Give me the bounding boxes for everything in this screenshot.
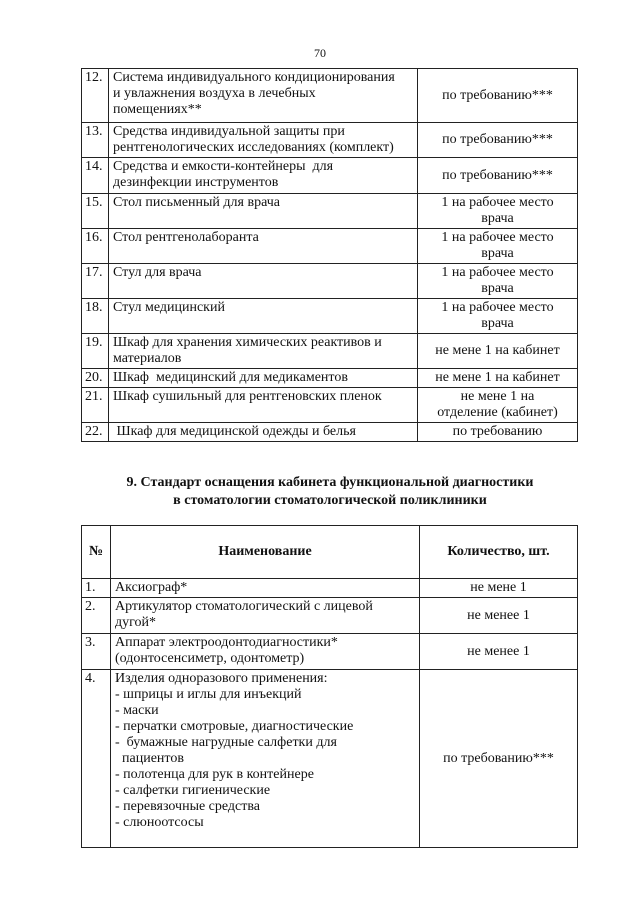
item-quantity (418, 423, 578, 442)
row-number: 14. (82, 158, 109, 194)
item-name-line: Изделия одноразового применения: (115, 671, 328, 686)
item-quantity (418, 229, 578, 264)
item-name (109, 69, 418, 123)
item-quantity-line: 1 на рабочее место (441, 230, 554, 245)
table-row (82, 123, 578, 158)
item-name-line: - полотенца для рук в контейнере (115, 767, 314, 782)
item-name-line: Стол рентгенолаборанта (113, 230, 259, 245)
row-number: 13. (82, 123, 109, 158)
item-name-line: - шприцы и иглы для инъекций (115, 687, 302, 702)
item-quantity-line: не мене 1 (470, 580, 527, 595)
item-name-line: Аппарат электроодонтодиагностики* (115, 635, 338, 650)
item-name-line: - слюноотсосы (115, 815, 204, 830)
item-name (109, 388, 418, 423)
item-quantity-line: не мене 1 на (460, 389, 535, 404)
item-name-line: помещениях** (113, 102, 202, 117)
item-name-line: рентгенологических исследованиях (комплект) (113, 140, 394, 155)
item-name (109, 194, 418, 229)
item-name-line: материалов (113, 351, 182, 366)
item-name (109, 123, 418, 158)
item-name-line: Стул медицинский (113, 300, 225, 315)
item-quantity (418, 194, 578, 229)
item-name-line: - перчатки смотровые, диагностические (115, 719, 354, 734)
item-name-line: (одонтосенсиметр, одонтометр) (115, 651, 305, 666)
item-quantity-line: отделение (кабинет) (437, 405, 558, 420)
item-quantity (420, 670, 578, 848)
item-quantity-line: по требованию (452, 424, 543, 439)
table-row (82, 69, 578, 123)
item-quantity-line: 1 на рабочее место (441, 195, 554, 210)
table-row (82, 598, 578, 634)
item-quantity (418, 388, 578, 423)
item-quantity-line: не мене 1 на кабинет (435, 370, 560, 385)
section-title-line-2: в стоматологии стоматологической поликлиники (173, 493, 487, 508)
header-quantity: Количество, шт. (420, 526, 578, 579)
item-quantity-line: 1 на рабочее место (441, 265, 554, 280)
row-number: 1. (82, 579, 111, 598)
section-title-line-1: 9. Стандарт оснащения кабинета функциональной диагностики (126, 475, 534, 490)
row-number: 12. (82, 69, 109, 123)
item-name-line: - салфетки гигиенические (115, 783, 271, 798)
table-row (82, 264, 578, 299)
functional-diagnostics-equipment-table (81, 525, 578, 848)
item-name-line: Стол письменный для врача (113, 195, 280, 210)
table-row (82, 670, 578, 848)
item-name (109, 299, 418, 334)
table-row (82, 369, 578, 388)
table-row (82, 388, 578, 423)
row-number: 16. (82, 229, 109, 264)
item-quantity (418, 123, 578, 158)
item-name-line: Система индивидуального кондиционирования (113, 70, 395, 85)
item-quantity (418, 299, 578, 334)
item-quantity-line: по требованию*** (443, 750, 554, 766)
row-number: 2. (82, 598, 111, 634)
item-name-line: Средства и емкости-контейнеры для (113, 159, 334, 174)
item-name (111, 634, 420, 670)
item-quantity (418, 158, 578, 194)
item-name-line: пациентов (115, 751, 184, 766)
equipment-table-continued (81, 68, 578, 442)
item-name (109, 369, 418, 388)
item-name-line: и увлажнения воздуха в лечебных (113, 86, 316, 101)
row-number: 15. (82, 194, 109, 229)
row-number: 22. (82, 423, 109, 442)
item-name-line: Стул для врача (113, 265, 202, 280)
row-number: 21. (82, 388, 109, 423)
item-name-line: дугой* (115, 615, 157, 630)
item-name (109, 264, 418, 299)
item-quantity (418, 369, 578, 388)
item-name (111, 670, 420, 848)
row-number: 3. (82, 634, 111, 670)
item-quantity (418, 264, 578, 299)
item-name (109, 229, 418, 264)
item-name-line: Аксиограф* (115, 580, 188, 595)
item-quantity-line: не менее 1 (467, 607, 530, 623)
item-quantity-line: по требованию*** (442, 132, 553, 147)
table-row (82, 299, 578, 334)
item-name-line: - бумажные нагрудные салфетки для (115, 735, 337, 750)
item-quantity-line: по требованию*** (442, 167, 553, 183)
row-number: 18. (82, 299, 109, 334)
item-quantity (420, 634, 578, 670)
item-quantity-line: врача (481, 281, 514, 296)
item-name (111, 579, 420, 598)
table-row (82, 423, 578, 442)
item-name-line: Шкаф медицинский для медикаментов (113, 370, 348, 385)
item-quantity (418, 334, 578, 369)
item-name-line: - перевязочные средства (115, 799, 261, 814)
item-name (111, 598, 420, 634)
item-quantity (418, 69, 578, 123)
section-title (60, 474, 600, 510)
item-quantity-line: не мене 1 на кабинет (435, 343, 560, 358)
table-row (82, 158, 578, 194)
item-name (109, 423, 418, 442)
row-number: 19. (82, 334, 109, 369)
item-name-line: Шкаф сушильный для рентгеновских пленок (113, 389, 382, 404)
item-quantity (420, 598, 578, 634)
table-header-row (82, 526, 578, 579)
item-quantity-line: врача (481, 316, 514, 331)
item-name-line: Средства индивидуальной защиты при (113, 124, 345, 139)
table-row (82, 579, 578, 598)
page-number: 70 (314, 46, 326, 60)
item-quantity-line: врача (481, 246, 514, 261)
header-name: Наименование (111, 526, 420, 579)
table-row (82, 194, 578, 229)
item-name (109, 334, 418, 369)
item-name-line: Артикулятор стоматологический с лицевой (115, 599, 373, 614)
row-number: 4. (82, 670, 111, 848)
table-row (82, 634, 578, 670)
item-name-line: Шкаф для медицинской одежды и белья (113, 424, 356, 439)
table-row (82, 229, 578, 264)
item-quantity (420, 579, 578, 598)
item-quantity-line: по требованию*** (442, 87, 553, 103)
row-number: 17. (82, 264, 109, 299)
table-row (82, 334, 578, 369)
item-name-line: - маски (115, 703, 159, 718)
item-quantity-line: врача (481, 211, 514, 226)
row-number: 20. (82, 369, 109, 388)
item-name (109, 158, 418, 194)
item-name-line: дезинфекции инструментов (113, 175, 279, 190)
item-quantity-line: 1 на рабочее место (441, 300, 554, 315)
item-name-line: Шкаф для хранения химических реактивов и (113, 335, 382, 350)
item-quantity-line: не менее 1 (467, 643, 530, 659)
header-number: № (82, 526, 111, 579)
